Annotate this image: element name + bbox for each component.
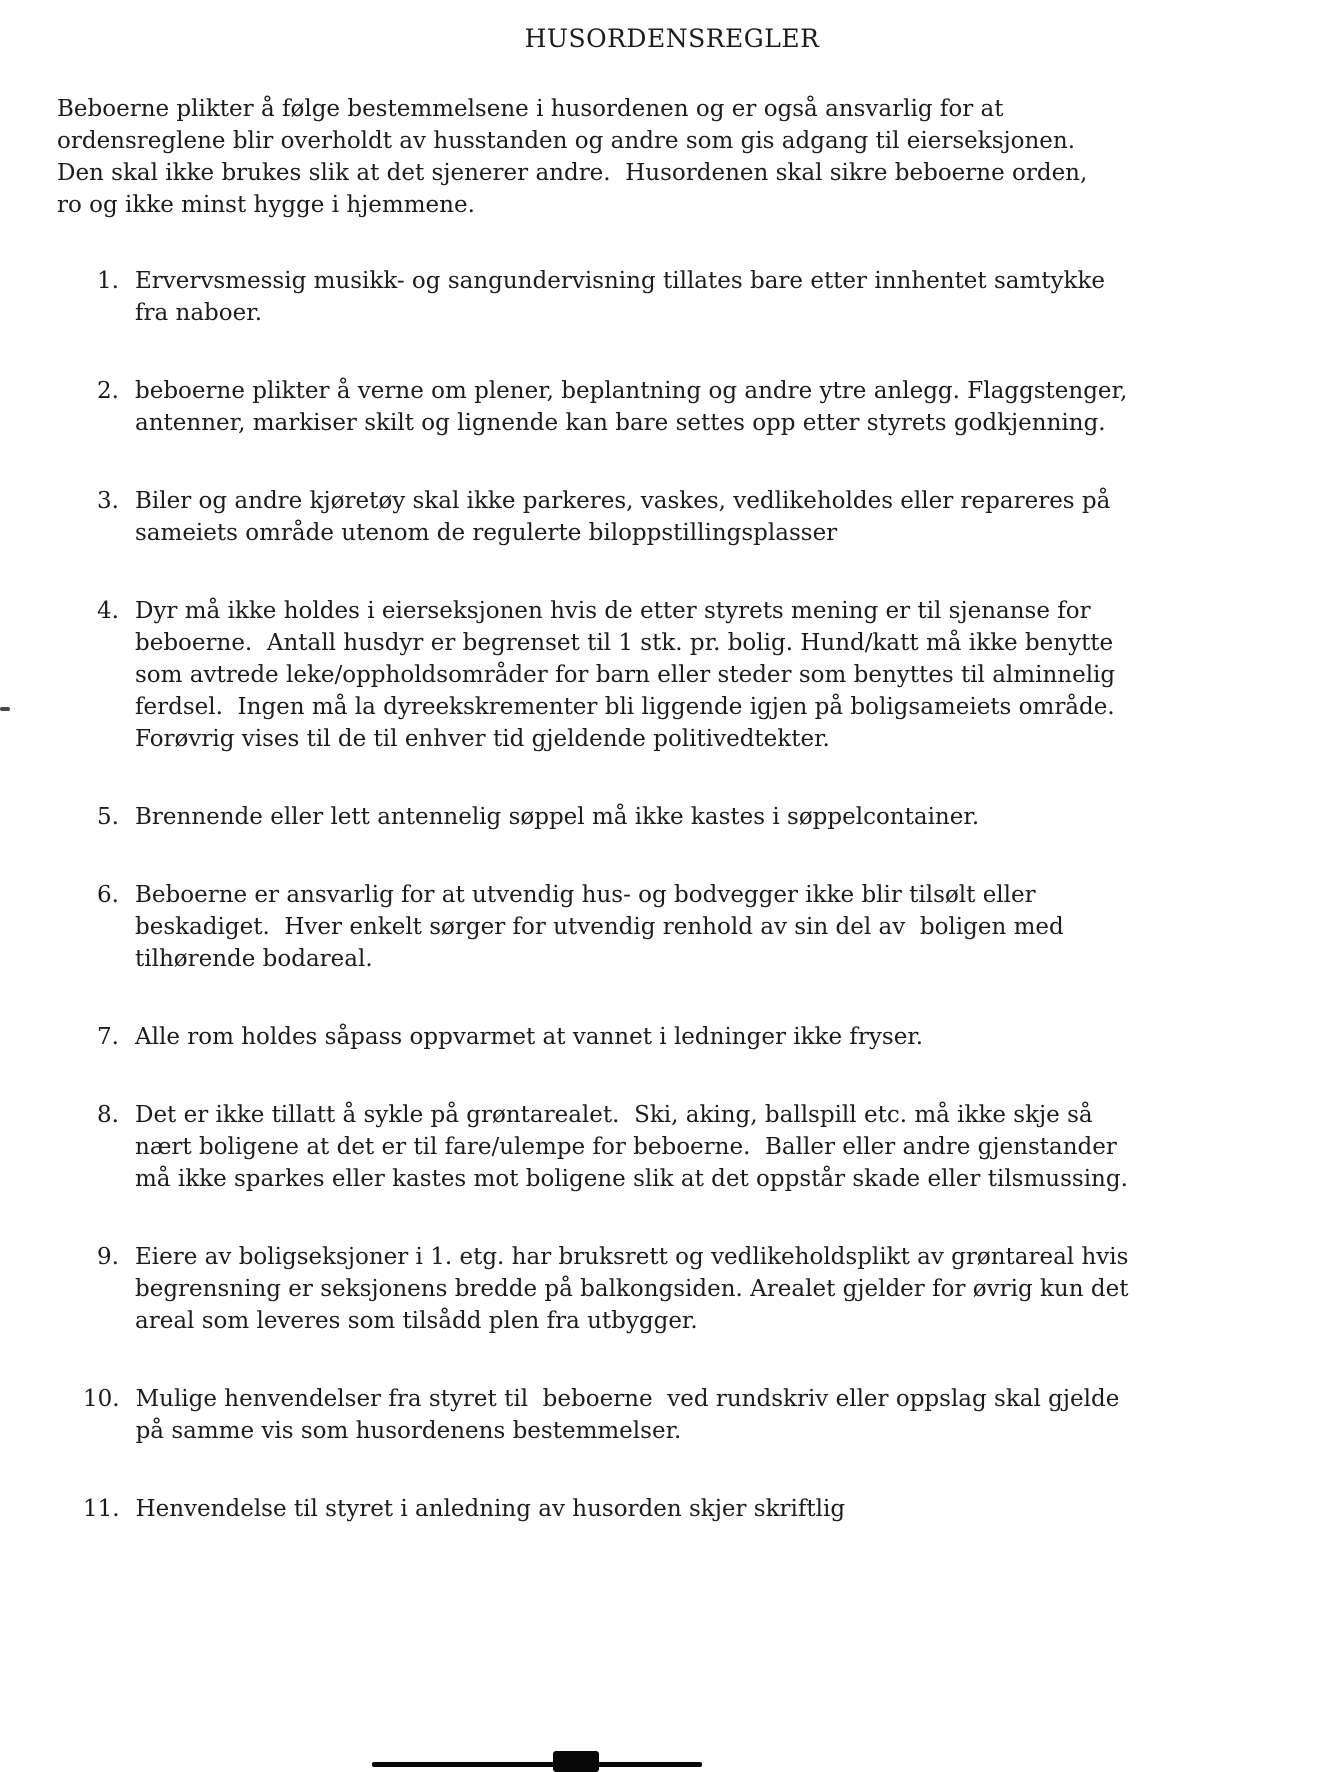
rule-item	[83, 879, 1287, 975]
rule-text: Alle rom holdes såpass oppvarmet at vannet i ledninger ikke fryser.	[135, 1024, 924, 1050]
rule-item	[83, 801, 1287, 833]
rule-text: Det er ikke tillatt å sykle på grøntarealet. Ski, aking, ballspill etc. må ikke skje så nært boligene at det er til fare/ulempe for beboerne. Baller eller andre gjenstander må ikke sparkes eller kastes mot boligene slik at det oppstår skade eller tilsmussing.	[135, 1102, 1128, 1192]
rule-number: 1.	[97, 268, 119, 294]
rule-text: Dyr må ikke holdes i eierseksjonen hvis de etter styrets mening er til sjenanse for beboerne. Antall husdyr er begrenset til 1 stk. pr. bolig. Hund/katt må ikke benytte som avtrede leke/oppholdsområder for barn eller steder som benyttes til alminnelig ferdsel. Ingen må la dyreekskrementer bli liggende igjen på boligsameiets område. Forøvrig vises til de til enhver tid gjeldende politivedtekter.	[135, 598, 1130, 752]
rule-item	[83, 1021, 1287, 1053]
rule-item	[83, 265, 1287, 329]
rule-number: 3.	[97, 488, 119, 514]
rule-number: 11.	[83, 1496, 120, 1522]
rule-number: 5.	[97, 804, 119, 830]
rule-number: 2.	[97, 378, 119, 404]
rule-item	[83, 595, 1287, 755]
rule-text: Ervervsmessig musikk- og sangundervisning tillates bare etter innhentet samtykke fra naboer.	[135, 268, 1113, 326]
rule-text: Beboerne er ansvarlig for at utvendig hus- og bodvegger ikke blir tilsølt eller beskadiget. Hver enkelt sørger for utvendig renhold av sin del av boligen med tilhørende bodareal.	[135, 882, 1072, 972]
rule-text: Brennende eller lett antennelig søppel må ikke kastes i søppelcontainer.	[135, 804, 980, 830]
rule-item	[83, 1383, 1287, 1447]
rule-number: 7.	[97, 1024, 119, 1050]
scan-artifact-speck	[0, 707, 10, 711]
rule-number: 8.	[97, 1102, 119, 1128]
document-title: HUSORDENSREGLER	[524, 24, 820, 53]
rules-list	[83, 265, 1287, 1525]
rule-number: 10.	[83, 1386, 120, 1412]
rule-item	[83, 1099, 1287, 1195]
rule-text: Eiere av boligseksjoner i 1. etg. har bruksrett og vedlikeholdsplikt av grøntareal hvis begrensning er seksjonens bredde på balkongsiden. Arealet gjelder for øvrig kun det areal som leveres som tilsådd plen fra utbygger.	[135, 1244, 1136, 1334]
rule-item	[83, 375, 1287, 439]
rule-item	[83, 1241, 1287, 1337]
intro-paragraph: Beboerne plikter å følge bestemmelsene i husordenen og er også ansvarlig for at ordensreglene blir overholdt av husstanden og andre som gis adgang til eierseksjonen. Den skal ikke brukes slik at det sjenerer andre. Husordenen skal sikre beboerne orden, ro og ikke minst hygge i hjemmene.	[57, 96, 1095, 218]
rule-number: 4.	[97, 598, 119, 624]
rule-number: 6.	[97, 882, 119, 908]
rule-text: Mulige henvendelser fra styret til beboerne ved rundskriv eller oppslag skal gjelde på samme vis som husordenens bestemmelser.	[135, 1386, 1127, 1444]
rule-text: Biler og andre kjøretøy skal ikke parkeres, vaskes, vedlikeholdes eller repareres på sameiets område utenom de regulerte biloppstillingsplasser	[135, 488, 1118, 546]
rule-number: 9.	[97, 1244, 119, 1270]
scan-artifact-line	[372, 1762, 702, 1767]
rule-item	[83, 1493, 1287, 1525]
scan-artifact-blob	[553, 1751, 599, 1772]
rule-text: beboerne plikter å verne om plener, beplantning og andre ytre anlegg. Flaggstenger, antenner, markiser skilt og lignende kan bare settes opp etter styrets godkjenning.	[135, 378, 1135, 436]
rule-text: Henvendelse til styret i anledning av husorden skjer skriftlig	[135, 1496, 846, 1522]
rule-item	[83, 485, 1287, 549]
